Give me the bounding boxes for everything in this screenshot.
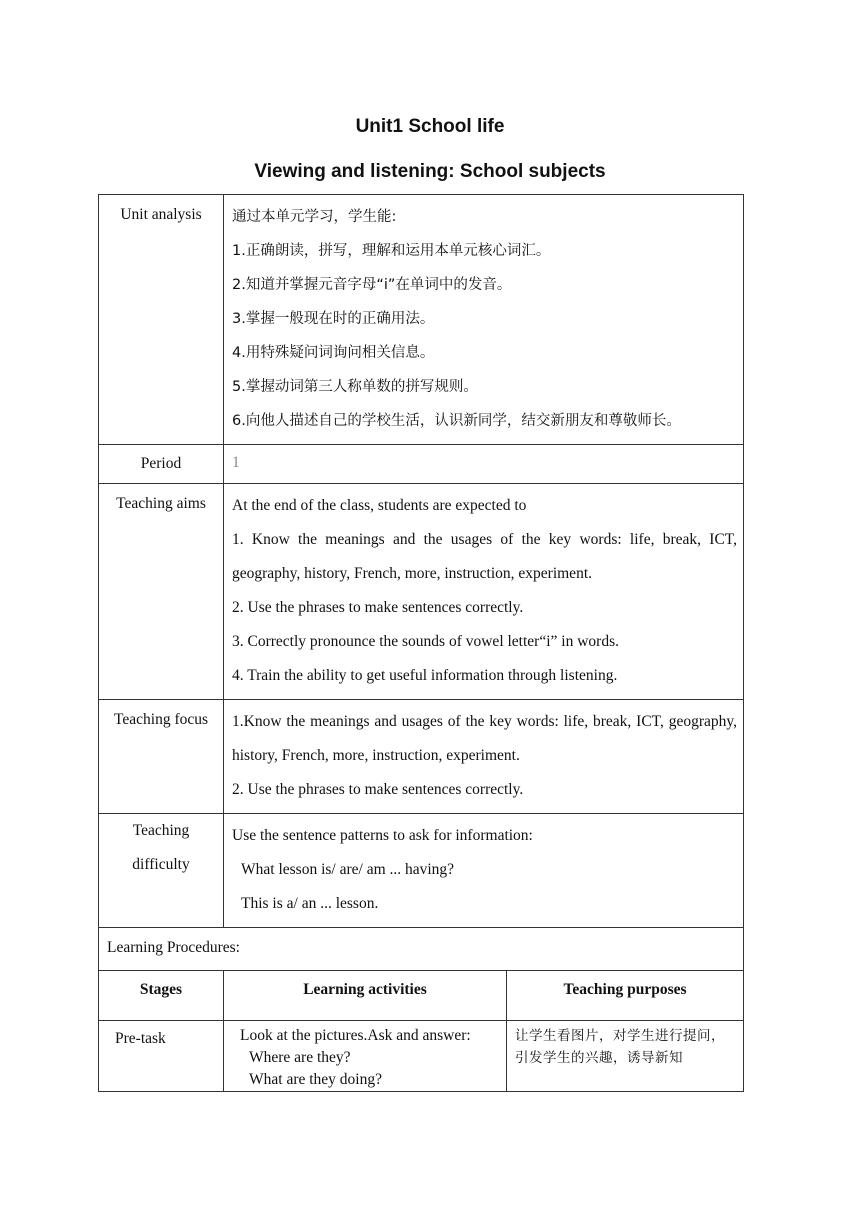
teaching-focus-row — [99, 700, 744, 814]
unit-analysis-row — [99, 195, 744, 445]
teaching-difficulty-content — [224, 814, 744, 928]
teaching-focus-line: 2. Use the phrases to make sentences correctly. — [232, 781, 524, 798]
teaching-aims-content — [224, 484, 744, 700]
document-subtitle: Viewing and listening: School subjects — [254, 161, 606, 182]
pre-task-activity-line: Where are they? — [249, 1049, 351, 1066]
teaching-aims-row — [99, 484, 744, 700]
teaching-difficulty-line: What lesson is/ are/ am ... having? — [241, 861, 455, 878]
teaching-aims-line: 3. Correctly pronounce the sounds of vowel letter“i” in words. — [232, 633, 619, 650]
learning-activities-header: Learning activities — [224, 971, 507, 1021]
unit-analysis-label: Unit analysis — [99, 195, 224, 445]
pre-task-row — [99, 1021, 744, 1092]
teaching-aims-line: 1. Know the meanings and the usages of the key words: life, break, ICT, geography, history, French, more, instruction, experiment. — [232, 531, 737, 582]
teaching-purposes-header: Teaching purposes — [507, 971, 744, 1021]
period-value: 1 — [224, 445, 744, 484]
stages-header: Stages — [99, 971, 224, 1021]
teaching-difficulty-label-line2: difficulty — [132, 856, 190, 873]
teaching-difficulty-row — [99, 814, 744, 928]
unit-analysis-line: 4.用特殊疑问词询问相关信息。 — [232, 345, 435, 361]
teaching-aims-line: 4. Train the ability to get useful information through listening. — [232, 667, 618, 684]
unit-analysis-line: 1.正确朗读，拼写，理解和运用本单元核心词汇。 — [232, 243, 551, 259]
unit-analysis-line: 2.知道并掌握元音字母“i”在单词中的发音。 — [232, 277, 512, 293]
pre-task-purpose: 让学生看图片，对学生进行提问，引发学生的兴趣，诱导新知 — [507, 1021, 744, 1092]
learning-procedures-row — [99, 928, 744, 971]
unit-analysis-line: 6.向他人描述自己的学校生活，认识新同学，结交新朋友和尊敬师长。 — [232, 413, 681, 429]
teaching-aims-label: Teaching aims — [99, 484, 224, 700]
teaching-aims-line: At the end of the class, students are expected to — [232, 497, 527, 514]
teaching-difficulty-label-line1: Teaching — [132, 822, 190, 839]
pre-task-activity-line: What are they doing? — [249, 1071, 382, 1088]
unit-analysis-line: 通过本单元学习，学生能: — [232, 209, 397, 225]
unit-analysis-content — [224, 195, 744, 445]
unit-analysis-line: 5.掌握动词第三人称单数的拼写规则。 — [232, 379, 478, 395]
period-label: Period — [99, 445, 224, 484]
pre-task-activities — [224, 1021, 507, 1092]
lesson-plan-table — [98, 194, 744, 1092]
document-title: Unit1 School life — [355, 116, 505, 137]
teaching-aims-line: 2. Use the phrases to make sentences correctly. — [232, 599, 524, 616]
teaching-difficulty-label — [99, 814, 224, 928]
learning-procedures-label: Learning Procedures: — [99, 928, 744, 971]
teaching-focus-content — [224, 700, 744, 814]
period-row — [99, 445, 744, 484]
pre-task-stage: Pre-task — [99, 1021, 224, 1092]
pre-task-activity-line: Look at the pictures.Ask and answer: — [240, 1027, 471, 1044]
procedure-header-row — [99, 971, 744, 1021]
unit-analysis-line: 3.掌握一般现在时的正确用法。 — [232, 311, 435, 327]
teaching-focus-label: Teaching focus — [99, 700, 224, 814]
teaching-difficulty-line: This is a/ an ... lesson. — [241, 895, 379, 912]
teaching-focus-line: 1.Know the meanings and usages of the key words: life, break, ICT, geography, history, French, more, instruction, experiment. — [232, 713, 737, 764]
teaching-difficulty-line: Use the sentence patterns to ask for information: — [232, 827, 533, 844]
